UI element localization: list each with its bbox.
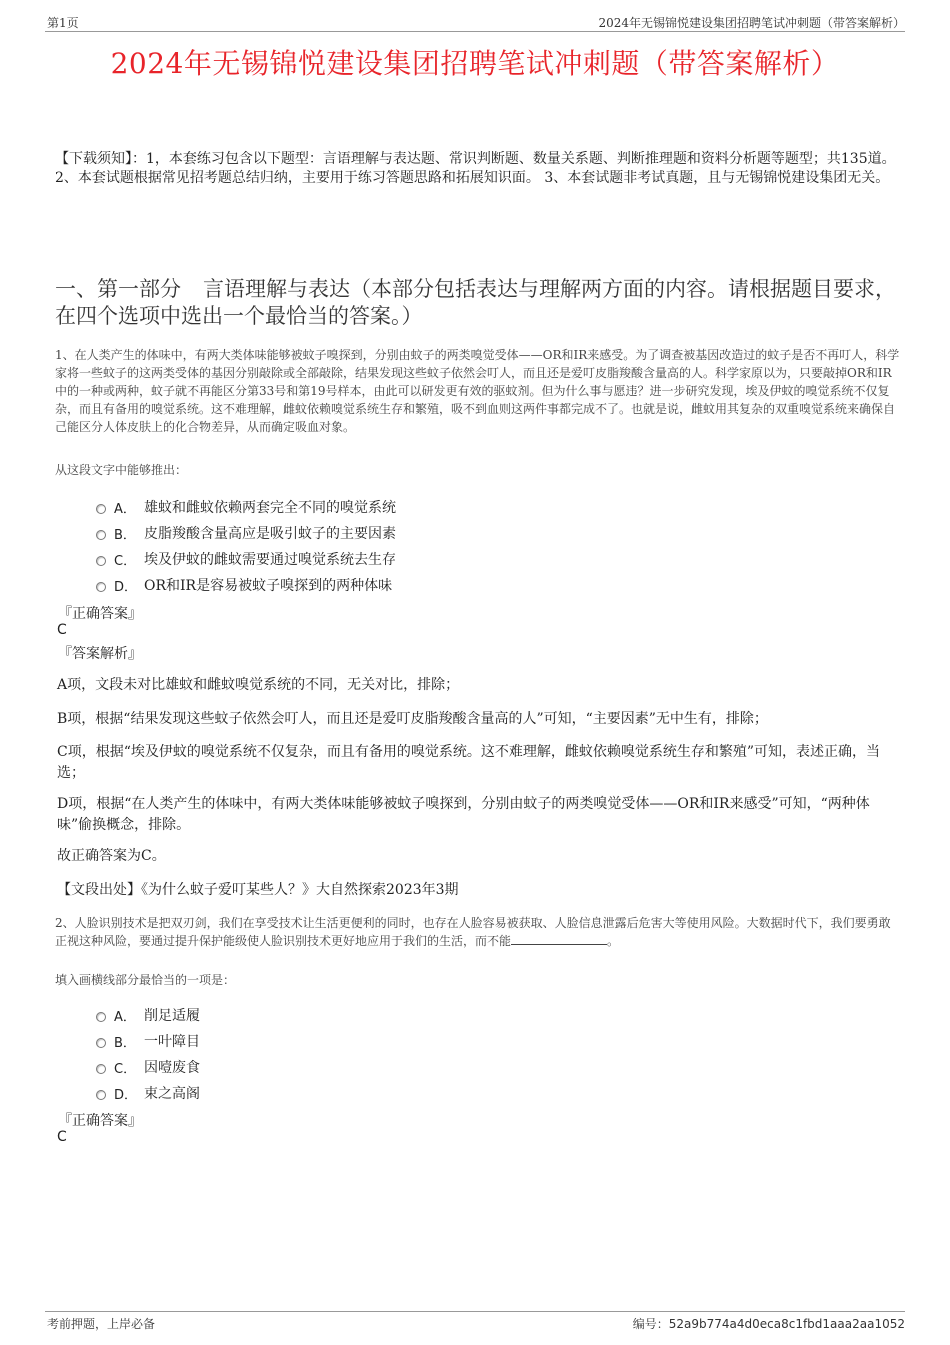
header-page-label: 第1页 bbox=[47, 16, 79, 30]
footer-code-value: 52a9b774a4d0eca8c1fbd1aaa2aa1052 bbox=[668, 1317, 905, 1331]
fill-blank bbox=[511, 932, 607, 945]
radio-icon[interactable] bbox=[96, 1064, 106, 1074]
page-title: 2024年无锡锦悦建设集团招聘笔试冲刺题（带答案解析） bbox=[110, 47, 840, 80]
analysis-item-a: A项，文段未对比雄蚊和雌蚊嗅觉系统的不同，无关对比，排除； bbox=[57, 677, 460, 693]
question-1-body: 1、在人类产生的体味中，有两大类体味能够被蚊子嗅探到，分别由蚊子的两类嗅觉受体——OR和IR来感受。为了调查被基因改造过的蚊子是否不再叮人，科学家将一些蚊子的这两类受体的基因分别敲除或全部敲除，结果发现这些蚊子依然会叮人，而且还是爱叮皮脂羧酸含量高的人。科学家原以为，只要敲掉OR和IR中的一种或两种，蚊子就不再能区分第33号和第19号样本，由此可以研发更有效的驱蚊剂。但为什么事与愿违？进一步研究发现，埃及伊蚊的嗅觉系统不仅复杂，而且有备用的嗅觉系统。这不难理解，雌蚊依赖嗅觉系统生存和繁殖，吸不到血则这两件事都完成不了。也就是说，雌蚊用其复杂的双重嗅觉系统来确保自己能区分人体皮肤上的化合物差异，从而确定吸血对象。 bbox=[55, 348, 900, 434]
option-text: 削足适履 bbox=[144, 1008, 200, 1024]
question-1-option-a[interactable] bbox=[96, 497, 396, 517]
option-letter: A． bbox=[114, 501, 136, 517]
question-2-prompt: 填入画横线部分最恰当的一项是： bbox=[55, 973, 236, 987]
header-doc-title: 2024年无锡锦悦建设集团招聘笔试冲刺题（带答案解析） bbox=[598, 16, 905, 30]
footer-code-label: 编号： bbox=[632, 1317, 669, 1331]
footer-code bbox=[633, 1315, 905, 1332]
download-notice: 【下载须知】：1，本套练习包含以下题型：言语理解与表达题、常识判断题、数量关系题、判断推理题和资料分析题等题型；共135道。 2、本套试题根据常见招考题总结归纳，主要用于练习答题思路和拓展知识面。 3、本套试题非考试真题，且与无锡锦悦建设集团无关。 bbox=[55, 151, 896, 186]
footer-divider bbox=[45, 1311, 905, 1312]
radio-icon[interactable] bbox=[96, 1090, 106, 1100]
radio-icon[interactable] bbox=[96, 582, 106, 592]
radio-icon[interactable] bbox=[96, 504, 106, 514]
analysis-item-d: D项，根据“在人类产生的体味中，有两大类体味能够被蚊子嗅探到，分别由蚊子的两类嗅觉受体——OR和IR来感受”可知，“两种体味”偷换概念，排除。 bbox=[57, 796, 870, 833]
question-2-text: 2、人脸识别技术是把双刃剑，我们在享受技术让生活更便利的同时，也存在人脸容易被获取、人脸信息泄露后危害大等使用风险。大数据时代下，我们要勇敢正视这种风险，要通过提升保护能级使人脸识别技术更好地应用于我们的生活，而不能 bbox=[55, 916, 891, 948]
radio-icon[interactable] bbox=[96, 1038, 106, 1048]
option-letter: A． bbox=[114, 1009, 136, 1025]
question-1-answer-label: 『正确答案』 bbox=[58, 606, 142, 622]
option-letter: B． bbox=[114, 527, 136, 543]
radio-icon[interactable] bbox=[96, 530, 106, 540]
option-letter: B． bbox=[114, 1035, 136, 1051]
radio-icon[interactable] bbox=[96, 556, 106, 566]
question-2-option-d[interactable] bbox=[96, 1083, 200, 1103]
question-2-answer: C bbox=[57, 1129, 67, 1145]
question-1-option-b[interactable] bbox=[96, 523, 396, 543]
question-2-option-b[interactable] bbox=[96, 1031, 200, 1051]
section-number: 一、第一部分 bbox=[55, 277, 181, 301]
option-text: 因噎废食 bbox=[144, 1060, 200, 1076]
option-letter: C． bbox=[114, 1061, 137, 1077]
option-text: 皮脂羧酸含量高应是吸引蚊子的主要因素 bbox=[144, 526, 396, 542]
option-text: 埃及伊蚊的雌蚊需要通过嗅觉系统去生存 bbox=[144, 552, 396, 568]
question-1-source: 【文段出处】《为什么蚊子爱叮某些人？》大自然探索2023年3期 bbox=[57, 882, 459, 898]
option-text: 雄蚊和雌蚊依赖两套完全不同的嗅觉系统 bbox=[144, 500, 396, 516]
footer-slogan: 考前押题，上岸必备 bbox=[47, 1317, 156, 1331]
analysis-item-c: C项，根据“埃及伊蚊的嗅觉系统不仅复杂，而且有备用的嗅觉系统。这不难理解，雌蚊依赖嗅觉系统生存和繁殖”可知，表述正确，当选； bbox=[57, 744, 881, 781]
question-2-option-c[interactable] bbox=[96, 1057, 200, 1077]
option-text: 束之高阁 bbox=[144, 1086, 200, 1102]
header-divider bbox=[45, 31, 905, 32]
option-letter: D． bbox=[114, 579, 138, 595]
question-2-body bbox=[55, 914, 900, 950]
question-1-option-d[interactable] bbox=[96, 575, 392, 595]
question-1-answer: C bbox=[57, 622, 67, 638]
analysis-conclusion: 故正确答案为C。 bbox=[57, 848, 166, 864]
radio-icon[interactable] bbox=[96, 1012, 106, 1022]
question-2-answer-label: 『正确答案』 bbox=[58, 1113, 142, 1129]
analysis-item-b: B项，根据“结果发现这些蚊子依然会叮人，而且还是爱叮皮脂羧酸含量高的人”可知，“主要因素”无中生有，排除； bbox=[57, 711, 768, 727]
section-description: 言语理解与表达（本部分包括表达与理解两方面的内容。请根据题目要求，在四个选项中选出一个最恰当的答案。） bbox=[55, 277, 896, 328]
option-letter: D． bbox=[114, 1087, 138, 1103]
question-1-prompt: 从这段文字中能够推出： bbox=[55, 463, 188, 477]
question-2-option-a[interactable] bbox=[96, 1005, 200, 1025]
question-1-option-c[interactable] bbox=[96, 549, 396, 569]
question-2-text-end: 。 bbox=[607, 934, 620, 948]
option-text: 一叶障目 bbox=[144, 1034, 200, 1050]
option-text: OR和IR是容易被蚊子嗅探到的两种体味 bbox=[144, 578, 393, 594]
question-1-analysis-label: 『答案解析』 bbox=[58, 646, 142, 662]
option-letter: C． bbox=[114, 553, 137, 569]
section-heading bbox=[55, 276, 902, 330]
